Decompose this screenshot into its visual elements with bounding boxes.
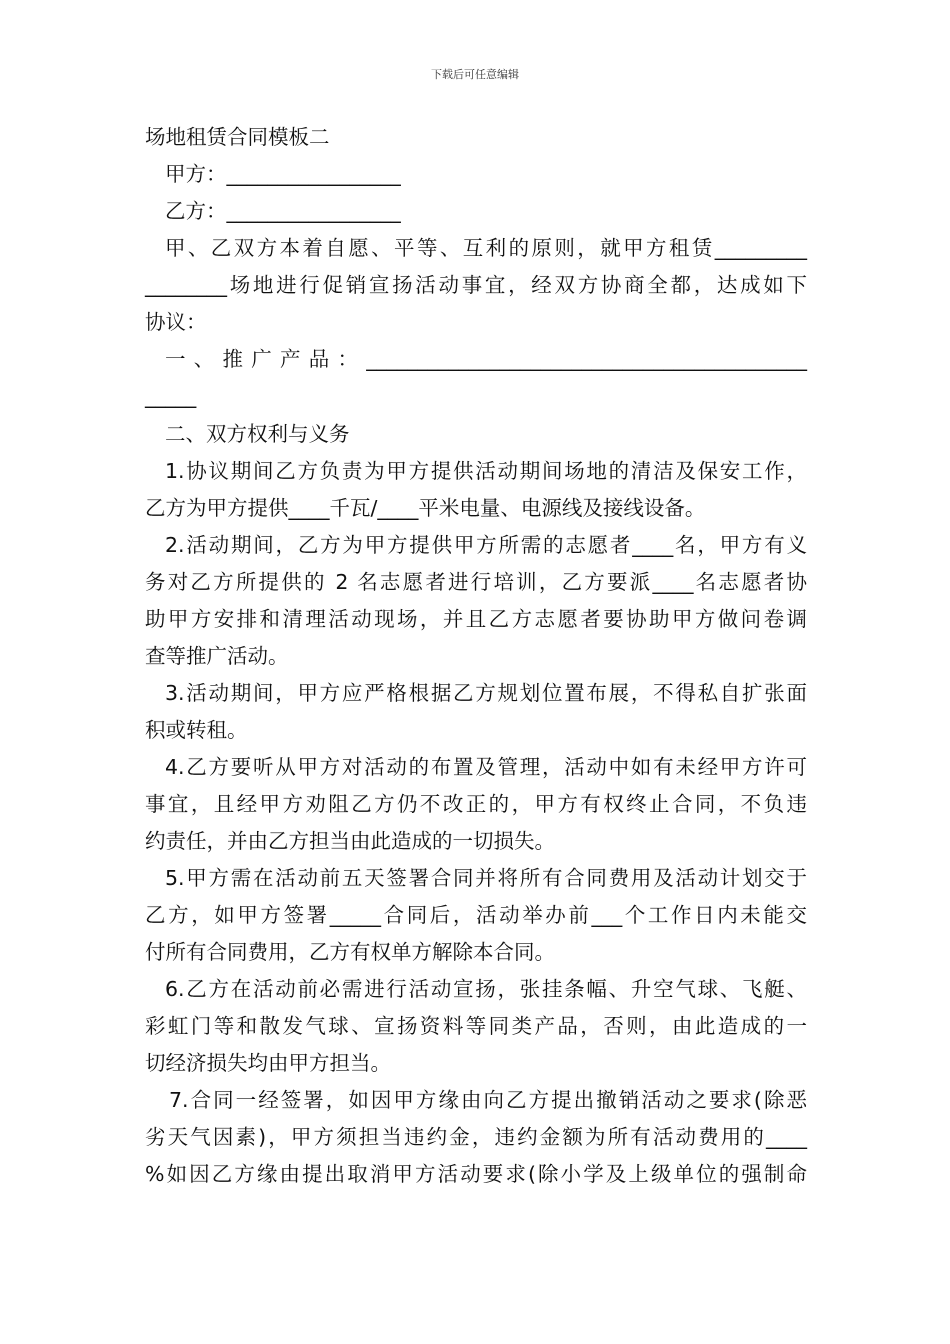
clause-2-line: 务对乙方所提供的 2 名志愿者进行培训，乙方要派____名志愿者协 (145, 570, 807, 594)
document-title: 场地租赁合同模板二 (145, 125, 330, 149)
clause-6-line: 彩虹门等和散发气球、宣扬资料等同类产品，否则，由此造成的一 (145, 1014, 807, 1038)
party-a-line: 甲方：_________________ (165, 162, 401, 186)
section-1-line: 一、推广产品：___________________________________________ (165, 347, 807, 371)
section-1-line: _____ (145, 384, 197, 408)
preamble-line: 协议： (145, 310, 207, 334)
clause-4-line: 约责任，并由乙方担当由此造成的一切损失。 (145, 829, 555, 853)
clause-6-line: 6.乙方在活动前必需进行活动宣扬，张挂条幅、升空气球、飞艇、 (165, 977, 807, 1001)
clause-3-line: 积或转租。 (145, 718, 248, 742)
clause-6-line: 切经济损失均由甲方担当。 (145, 1051, 391, 1075)
section-2-heading: 二、双方权利与义务 (165, 422, 350, 446)
clause-7-line: 劣天气因素)，甲方须担当违约金，违约金额为所有活动费用的____ (145, 1125, 807, 1149)
page-header: 下载后可任意编辑 (431, 68, 519, 81)
clause-2-line: 2.活动期间，乙方为甲方提供甲方所需的志愿者____名，甲方有义 (165, 533, 807, 557)
clause-5-line: 5.甲方需在活动前五天签署合同并将所有合同费用及活动计划交于 (165, 866, 807, 890)
clause-1-line: 乙方为甲方提供____千瓦/____平米电量、电源线及接线设备。 (145, 496, 706, 520)
clause-7-line: %如因乙方缘由提出取消甲方活动要求(除小学及上级单位的强制命 (145, 1162, 807, 1186)
preamble-line: ________场地进行促销宣扬活动事宜，经双方协商全都，达成如下 (145, 273, 807, 297)
clause-7-line: 7.合同一经签署，如因甲方缘由向乙方提出撤销活动之要求(除恶 (169, 1088, 807, 1112)
clause-4-line: 4.乙方要听从甲方对活动的布置及管理，活动中如有未经甲方许可 (165, 755, 807, 779)
clause-1-line: 1.协议期间乙方负责为甲方提供活动期间场地的清洁及保安工作， (165, 459, 807, 483)
contract-body (145, 119, 807, 1193)
party-b-line: 乙方：_________________ (165, 199, 401, 223)
clause-5-line: 乙方，如甲方签署_____合同后，活动举办前___个工作日内未能交 (145, 903, 807, 927)
clause-2-line: 助甲方安排和清理活动现场，并且乙方志愿者要协助甲方做问卷调 (145, 607, 807, 631)
clause-4-line: 事宜，且经甲方劝阻乙方仍不改正的，甲方有权终止合同，不负违 (145, 792, 807, 816)
clause-5-line: 付所有合同费用，乙方有权单方解除本合同。 (145, 940, 555, 964)
clause-3-line: 3.活动期间，甲方应严格根据乙方规划位置布展，不得私自扩张面 (165, 681, 807, 705)
preamble-line: 甲、乙双方本着自愿、平等、互利的原则，就甲方租赁_________ (165, 236, 807, 260)
clause-2-line: 查等推广活动。 (145, 644, 289, 668)
